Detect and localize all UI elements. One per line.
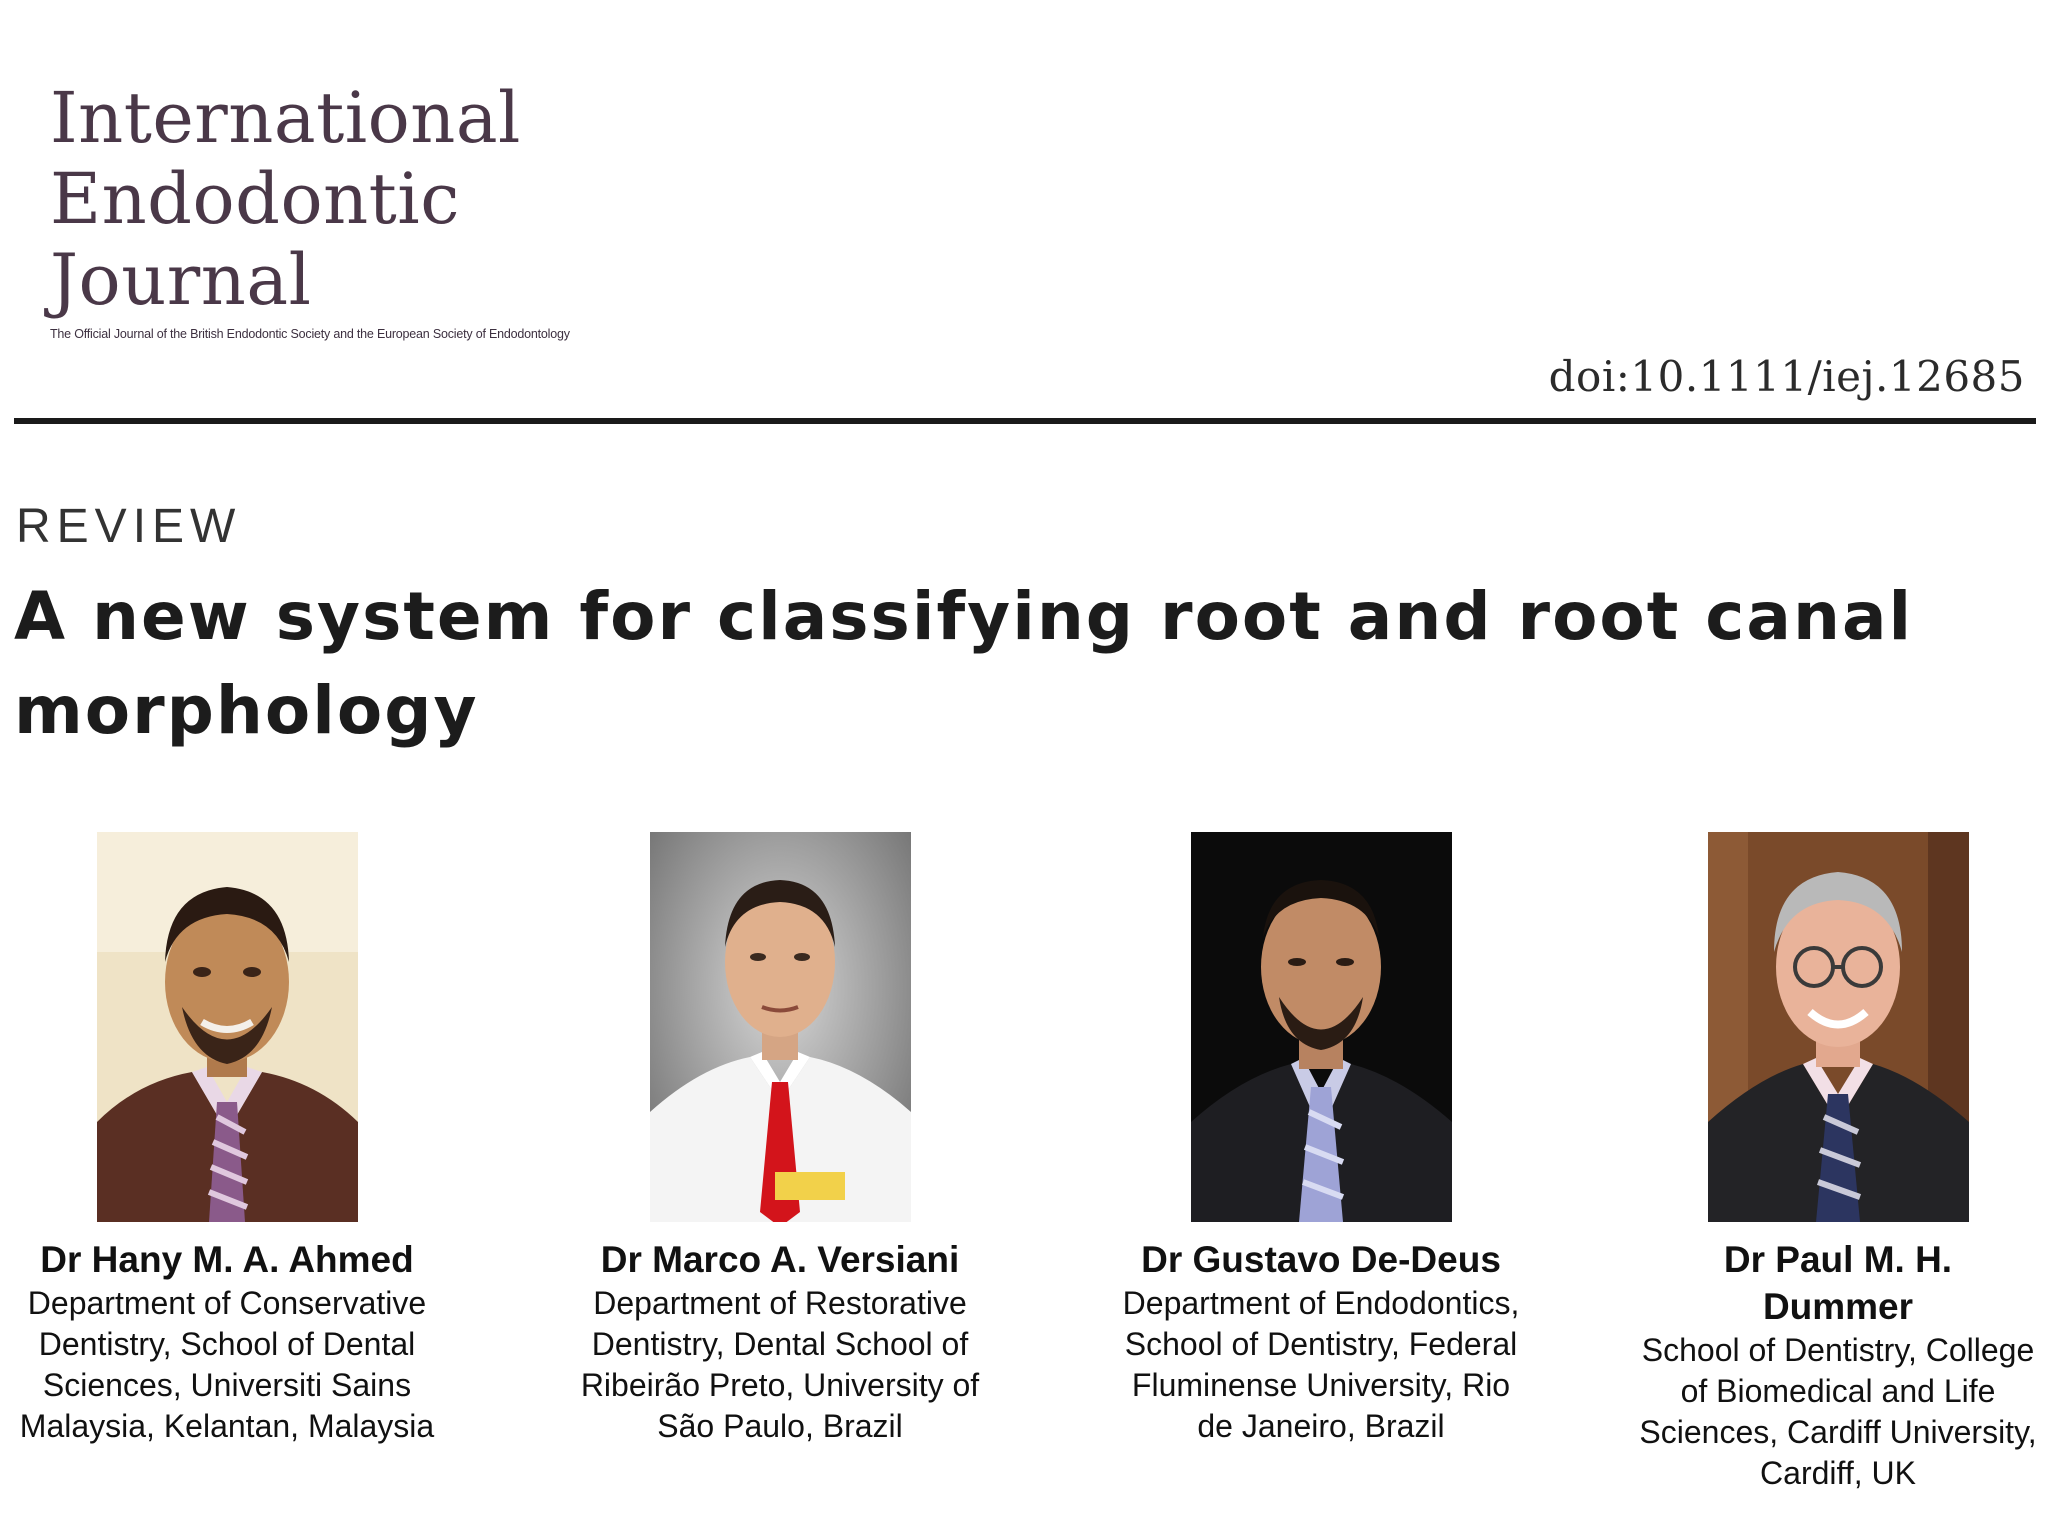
author-photo: [1191, 832, 1452, 1222]
author-name: Dr Marco A. Versiani: [600, 1239, 960, 1280]
header-divider: [14, 418, 2036, 424]
author-affiliation: Department of Conservative Dentistry, School of Dental Sciences, Universiti Sains Malaysia, Kelantan, Malaysia: [19, 1285, 435, 1444]
author-affiliation: Department of Endodontics, School of Dentistry, Federal Fluminense University, Rio de Janeiro, Brazil: [1122, 1285, 1520, 1444]
journal-name-line-3: Journal: [50, 239, 312, 321]
author-name: Dr Gustavo De-Deus: [1141, 1239, 1501, 1280]
author-photo: [97, 832, 358, 1222]
author-card: [7, 832, 447, 1447]
author-photo: [1708, 832, 1969, 1222]
author-card: [1101, 832, 1541, 1447]
journal-subtitle: The Official Journal of the British Endodontic Society and the European Society of Endodontology: [50, 327, 570, 341]
journal-name: [50, 78, 650, 321]
journal-name-line-1: International: [50, 77, 521, 159]
author-affiliation: School of Dentistry, College of Biomedical and Life Sciences, Cardiff University, Cardiff, UK: [1639, 1332, 2037, 1491]
author-affiliation: Department of Restorative Dentistry, Dental School of Ribeirão Preto, University of São Paulo, Brazil: [580, 1285, 980, 1444]
author-photo: [650, 832, 911, 1222]
author-name: Dr Hany M. A. Ahmed: [40, 1239, 414, 1280]
article-type-label: REVIEW: [16, 500, 242, 553]
journal-name-line-2: Endodontic: [50, 158, 460, 240]
author-card: [560, 832, 1000, 1447]
author-name: Dr Paul M. H. Dummer: [1723, 1239, 1953, 1327]
journal-logo: [50, 78, 650, 341]
author-card: [1618, 832, 2048, 1494]
article-title: A new system for classifying root and root canal morphology: [14, 578, 1914, 749]
doi-label: doi:10.1111/iej.12685: [1548, 352, 2025, 401]
